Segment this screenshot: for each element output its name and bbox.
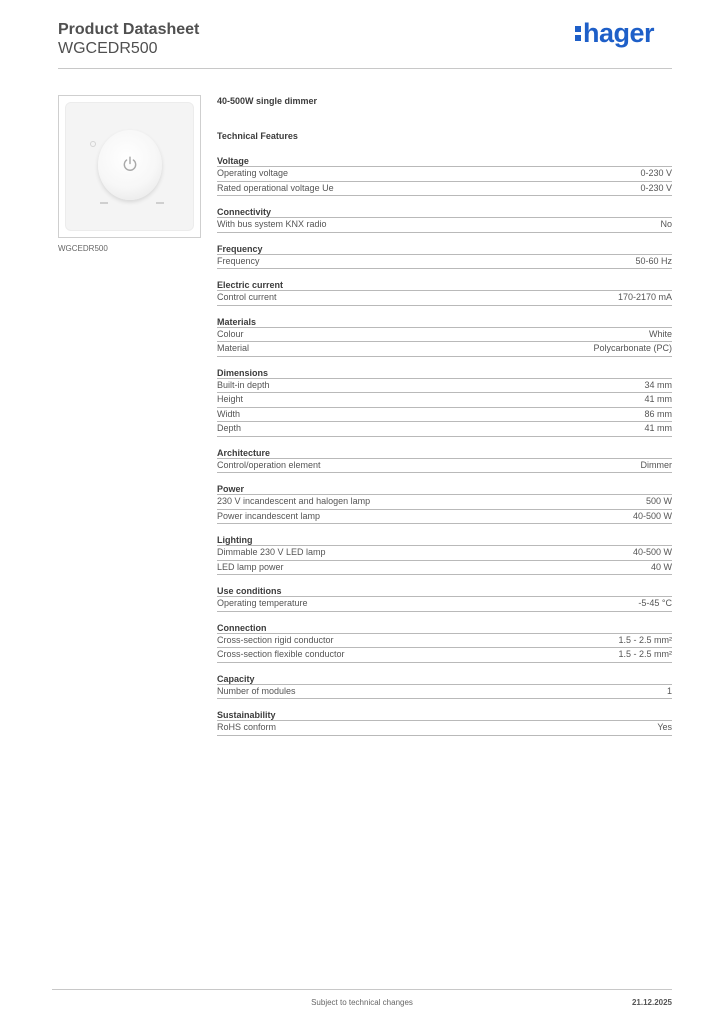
spec-row <box>217 291 672 306</box>
spec-value: 1.5 - 2.5 mm² <box>618 634 672 645</box>
spec-label: Operating temperature <box>217 598 308 608</box>
spec-label: Control current <box>217 292 277 302</box>
spec-label: Operating voltage <box>217 168 289 178</box>
spec-label: Rated operational voltage Ue <box>217 182 334 193</box>
spec-label: LED lamp power <box>217 561 284 572</box>
spec-section <box>217 622 672 663</box>
section-heading: Electric current <box>217 279 672 291</box>
spec-section <box>217 447 672 474</box>
logo-dots-icon <box>574 16 582 38</box>
section-heading: Voltage <box>217 155 672 167</box>
section-heading: Lighting <box>217 534 672 546</box>
power-icon <box>121 155 139 173</box>
spec-label: Depth <box>217 423 242 433</box>
spec-row <box>217 167 672 182</box>
spec-label: Colour <box>217 328 244 339</box>
spec-value: 41 mm <box>644 394 672 404</box>
section-heading: Connectivity <box>217 206 672 218</box>
spec-row <box>217 648 672 663</box>
spec-row <box>217 546 672 561</box>
spec-row <box>217 422 672 437</box>
spec-label: Frequency <box>217 255 260 266</box>
spec-row <box>217 685 672 700</box>
spec-section <box>217 206 672 233</box>
spec-value: 40-500 W <box>632 510 672 521</box>
spec-label: RoHS conform <box>217 722 277 732</box>
spec-value: 40 W <box>650 561 672 572</box>
spec-row <box>217 495 672 510</box>
spec-value: No <box>660 219 672 229</box>
product-reference: WGCEDR500 <box>58 40 158 57</box>
spec-label: Control/operation element <box>217 459 321 470</box>
spec-value: 41 mm <box>644 423 672 433</box>
spec-value: -5-45 °C <box>638 598 672 608</box>
spec-value: Yes <box>657 722 672 732</box>
section-heading: Materials <box>217 316 672 328</box>
spec-value: 1 <box>666 685 672 696</box>
spec-section <box>217 367 672 437</box>
feature-sections <box>217 155 672 736</box>
product-title: 40-500W single dimmer <box>217 96 318 106</box>
spec-section <box>217 316 672 357</box>
logo-text: hager <box>582 18 654 48</box>
spec-section <box>217 483 672 524</box>
spec-label: Material <box>217 343 250 353</box>
spec-section <box>217 243 672 270</box>
spec-value: 34 mm <box>644 379 672 390</box>
section-heading: Sustainability <box>217 709 672 721</box>
max-mark <box>156 202 164 204</box>
spec-label: Width <box>217 408 241 419</box>
spec-row <box>217 328 672 343</box>
spec-value: White <box>648 328 672 339</box>
spec-label: Dimmable 230 V LED lamp <box>217 547 326 557</box>
footer-note: Subject to technical changes <box>311 998 413 1007</box>
section-heading: Dimensions <box>217 367 672 379</box>
spec-row <box>217 342 672 357</box>
footer-date: 21.12.2025 <box>631 998 672 1007</box>
min-mark <box>100 202 108 204</box>
spec-label: 230 V incandescent and halogen lamp <box>217 496 371 506</box>
technical-content <box>217 96 672 736</box>
spec-section <box>217 585 672 612</box>
brand-logo <box>574 16 654 50</box>
spec-section <box>217 534 672 575</box>
section-heading: Frequency <box>217 243 672 255</box>
section-heading: Capacity <box>217 673 672 685</box>
section-heading: Architecture <box>217 447 672 459</box>
spec-section <box>217 673 672 700</box>
spec-row <box>217 459 672 474</box>
spec-row <box>217 597 672 612</box>
spec-label: Height <box>217 394 244 404</box>
spec-value: 0-230 V <box>640 182 672 193</box>
spec-row <box>217 634 672 649</box>
spec-row <box>217 255 672 270</box>
header-divider <box>58 68 672 69</box>
technical-features-heading: Technical Features <box>217 131 298 141</box>
spec-value: Dimmer <box>640 459 672 470</box>
spec-value: 40-500 W <box>632 547 672 557</box>
spec-row <box>217 408 672 423</box>
spec-value: Polycarbonate (PC) <box>593 343 672 353</box>
spec-label: Cross-section rigid conductor <box>217 634 334 645</box>
spec-value: 86 mm <box>644 408 672 419</box>
spec-value: 170-2170 mA <box>617 292 672 302</box>
spec-row <box>217 218 672 233</box>
dimmer-knob <box>98 130 162 200</box>
section-heading: Use conditions <box>217 585 672 597</box>
page-header <box>58 20 672 70</box>
spec-label: Built-in depth <box>217 379 270 390</box>
spec-value: 1.5 - 2.5 mm² <box>618 649 672 659</box>
spec-value: 50-60 Hz <box>635 255 672 266</box>
spec-value: 500 W <box>645 496 672 506</box>
spec-label: Cross-section flexible conductor <box>217 649 345 659</box>
product-image <box>58 95 201 238</box>
footer-divider <box>52 989 672 990</box>
spec-row <box>217 510 672 525</box>
spec-value: 0-230 V <box>640 168 672 178</box>
spec-section <box>217 155 672 196</box>
spec-row <box>217 379 672 394</box>
section-heading: Power <box>217 483 672 495</box>
spec-section <box>217 709 672 736</box>
indicator-icon <box>90 141 96 147</box>
image-caption: WGCEDR500 <box>58 244 108 253</box>
spec-row <box>217 393 672 408</box>
spec-row <box>217 561 672 576</box>
spec-label: Number of modules <box>217 685 296 696</box>
dimmer-plate <box>65 102 194 231</box>
section-heading: Connection <box>217 622 672 634</box>
spec-label: Power incandescent lamp <box>217 510 321 521</box>
document-title: Product Datasheet <box>58 21 200 38</box>
spec-section <box>217 279 672 306</box>
spec-row <box>217 182 672 197</box>
spec-row <box>217 721 672 736</box>
spec-label: With bus system KNX radio <box>217 219 327 229</box>
